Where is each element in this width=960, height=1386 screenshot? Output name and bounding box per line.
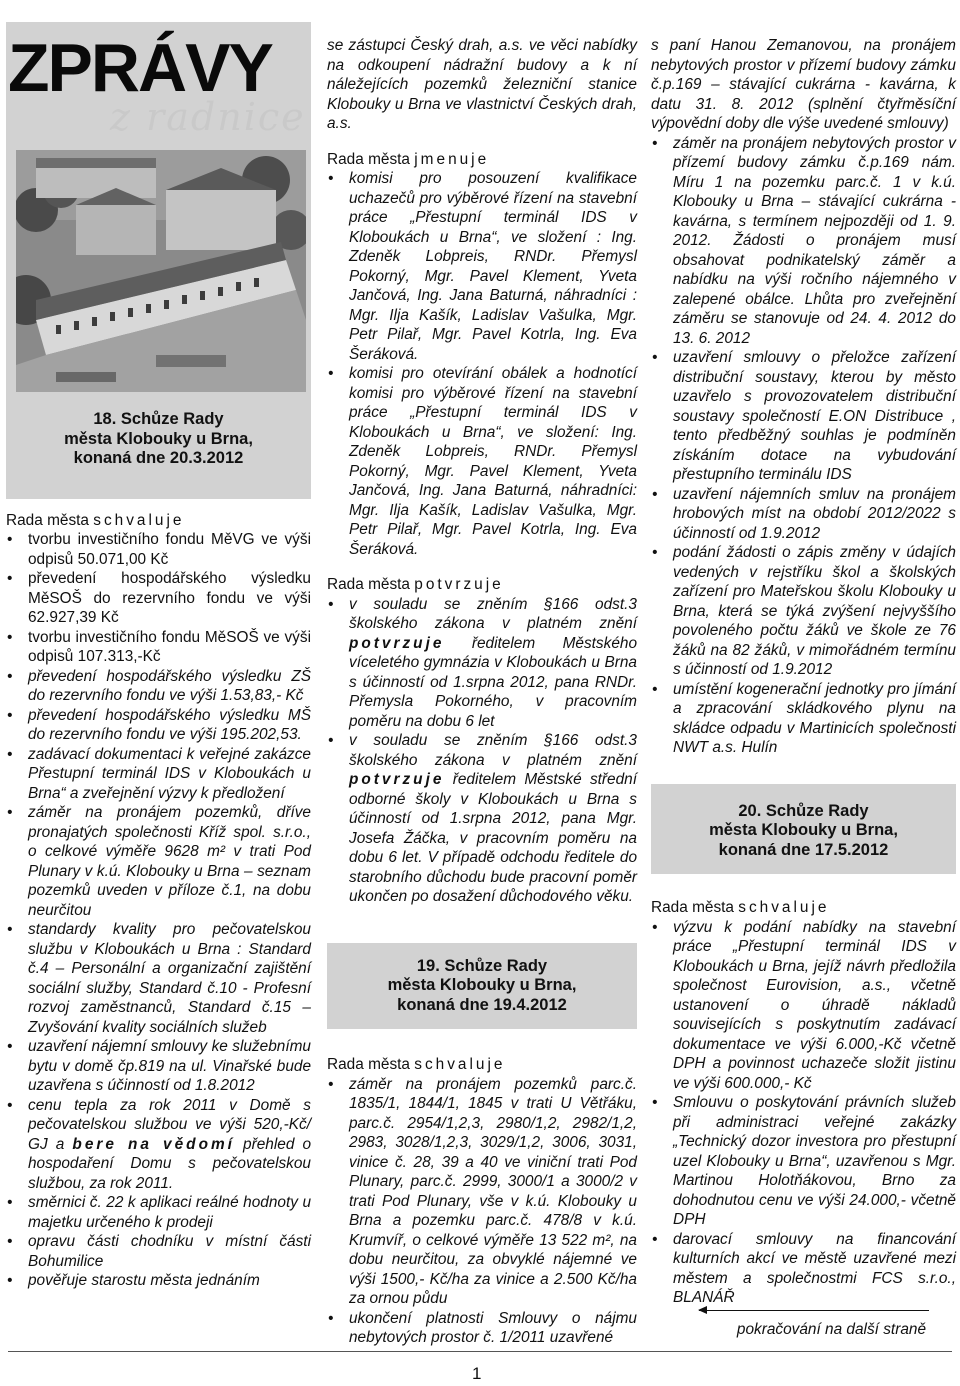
footer-rule <box>8 1351 952 1352</box>
section-keyword: schvaluje <box>738 899 830 916</box>
section-schvaluje-18 <box>6 511 311 1291</box>
list-item-text: ředitelem Městské střední odborné školy v Kloboukách u Brna s účinností od 1.srpna 2012, pana Mgr. Josefa Žáčka, v pracovním poměru na dobu 6 let. V případě odchodu ředitele do starobního důchodu bude pracovní poměr ukončen po dosažení důchodového věku. <box>349 771 637 905</box>
section-keyword: potvrzuje <box>414 576 504 593</box>
resolution-list <box>327 1075 637 1348</box>
inline-keyword: potvrzuje <box>349 771 445 788</box>
section-schvaluje-20 <box>651 898 956 1308</box>
list-item-text: ředitelem Městského víceletého gymnázia v Kloboukách u Brna s účinností od 1.srpna 2012, pana RNDr. Přemysla Pokorného, v pracovním poměru na dobu 6 let <box>349 634 638 730</box>
list-item: • pověřuje starostu města jednáním <box>6 1271 311 1291</box>
list-item: • zadávací dokumentaci k veřejné zakázce Přestupní terminál IDS v Kloboukách u Brna“ a zveřejnění výzvy k předložení <box>6 745 311 804</box>
list-item: • ukončení platnosti Smlouvy o nájmu nebytových prostor č. 1/2011 uzavřené <box>327 1309 637 1348</box>
list-item: • umístění kogenerační jednotky pro jímání a zpracování skládkového plynu na skládce odpadu v Martinicích společnosti NWT a.s. Hulín <box>651 680 956 758</box>
list-item-text: v souladu se zněním §166 odst.3 školského zákona v platném znění <box>349 595 637 632</box>
list-item: • komisi pro posouzení kvalifikace uchazečů pro výběrové řízení na stavební práce „Přestupní terminál IDS v Kloboukách u Brna“, ve složení : Ing. Zdeněk Lobpreis, RNDr. Přemysl Pokorný, Mgr. Pavel Klement, Yveta Jančová, Ing. Jana Baturná, náhradníci : Mgr. Ilja Kašík, Ladislav Vašulka, Mgr. Petr Pilař, Mgr. Pavel Kotrla, Ing. Eva Šeráková. <box>327 169 637 364</box>
meeting-18-line1: 18. Schůze Rady <box>93 410 224 428</box>
column-2 <box>327 36 637 1348</box>
section-schvaluje-19 <box>327 1055 637 1348</box>
meeting-20-line2: města Klobouky u Brna, <box>709 821 898 839</box>
list-item: • uzavření nájemní smlouvy ke služebnímu bytu v domě čp.819 na ul. Vinařské bude uzavřena s účinností od 1.8.2012 <box>6 1037 311 1096</box>
page-number: 1 <box>472 1364 482 1383</box>
list-item: • převedení hospodářského výsledku MŠ do rezervního fondu ve výši 195.202,53. <box>6 706 311 745</box>
masthead <box>6 22 311 406</box>
meeting-19-heading <box>327 943 637 1030</box>
meeting-20-line1: 20. Schůze Rady <box>738 801 869 820</box>
meeting-18-line3: konaná dne 20.3.2012 <box>73 449 244 467</box>
resolution-list <box>327 169 637 559</box>
section-prefix: Rada města <box>327 150 410 168</box>
section-prefix: Rada města <box>327 1056 410 1073</box>
section-title <box>327 150 637 170</box>
section-keyword: schvaluje <box>414 1056 506 1073</box>
section-prefix: Rada města <box>327 576 410 593</box>
intro-text: se zástupci Český drah, a.s. ve věci nabídky na odkoupení nádražní budovy a k ní náležejících pozemků železniční stanice Klobouky u Brna ve vlastnictví Českých drah, a.s. <box>327 37 637 132</box>
list-item: • opravu části chodníku v místní části Bohumilice <box>6 1232 311 1271</box>
arrow-left-icon <box>699 1310 929 1311</box>
list-item-text: v souladu se zněním §166 odst.3 školského zákona v platném znění <box>349 732 637 769</box>
list-item <box>327 731 637 907</box>
list-item: • záměr na pronájem pozemků, dříve pronajatých společnosti Kříž spol. s.r.o., o celkové výměře 9628 m² v trati Pod Plunary v k.ú. Klobouky u Brna – seznam pozemků uveden v příloze č.1, na dobu neurčitou <box>6 803 311 920</box>
section-keyword: schvaluje <box>93 511 185 529</box>
list-item: • uzavření nájemních smluv na pronájem hrobových míst na období 2012/2022 s účinností od 1.9.2012 <box>651 485 956 544</box>
list-item-text: cenu tepla za rok 2011 v Domě s pečovatelskou službou ve výši 520,-Kč/ GJ <box>28 1096 311 1153</box>
section-title <box>327 1055 637 1075</box>
meeting-18-line2: města Klobouky u Brna, <box>64 429 253 448</box>
bere-keyword: bere na vědomí <box>72 1135 235 1153</box>
meeting-19-line3: konaná dne 19.4.2012 <box>397 995 567 1014</box>
list-item <box>6 1096 311 1194</box>
meeting-20-heading <box>651 784 956 875</box>
column-1 <box>6 22 311 1291</box>
list-item <box>327 595 637 732</box>
list-item: • podání žádosti o zápis změny v údajích vedených v rejstříku škol a školských zařízení pro Mateřskou školu Klobouky u Brna, která se týká zvýšení nejvyššího povoleného počtu žáků ve škole ze 76 žáků na 82 žáků, v mimořádném termínu s účinností od 1.9.2012 <box>651 543 956 680</box>
section-potvrzuje <box>327 575 637 907</box>
list-item: • komisi pro otevírání obálek a hodnotící komisi pro výběrové řízení na stavební práce „Přestupní terminál IDS v Kloboukách u Brna“, ve složení: Ing. Zdeněk Lobpreis, RNDr. Přemysl Pokorný, Mgr. Pavel Klement, Yveta Jančová, Ing. Jana Baturná, náhradníci: Mgr. Ilja Kašík, Ladislav Vašulka, Mgr. Petr Pilař, Mgr. Pavel Kotrla, Ing. Eva Šeráková. <box>327 364 637 559</box>
list-item: • záměr na pronájem pozemků parc.č. 1835/1, 1844/1, 1845 v trati U Větřáku, parc.č. 2954/1,2,3, 2980/1,2, 2982/1,2, 2983, 3028/1,2,3, 3029/1,2, 3006, 3031, vinice č. 28, 39 a 40 ve viniční trati Pod Plunary, parc.č. 2999, 3000/1 a 3000/2 v trati Pod Plunary, vše v k.ú. Klobouky u Brna a pozemku parc.č. 478/8 v k.ú. Krumvíř, o celkové výměře 13 522 m², na dobu neurčitou, za obvyklé nájemné ve výši 1500,- Kč/ha za vinice a 2.500 Kč/ha za ornou půdu <box>327 1075 637 1309</box>
list-item: • záměr na pronájem nebytových prostor v přízemí budovy zámku č.p.169 nám. Míru 1 na pozemku parc.č. 1 v k.ú. Klobouky u Brna – stávající cukrárna - kavárna, s termínem nejpozději od 1. 9. 2012. Žádosti o pronájem musí obsahovat podnikatelský záměr a nabídku na výši ročního nájemného v zalepené obálce. Lhůta pro zveřejnění záměru se stanovuje od 24. 4. 2012 do 13. 6. 2012 <box>651 134 956 349</box>
resolution-list <box>651 918 956 1308</box>
list-item: • Smlouvu o poskytování právních služeb při administraci veřejné zakázky „Technický dozor investora pro přestupní uzel Klobouky u Brna“, uzavřenou s Mgr. Martinou Holotňákovou, Brno za dohodnutou cenu ve výši 24.000,- včetně DPH <box>651 1093 956 1230</box>
masthead-title: ZPRÁVY <box>8 30 272 106</box>
intro-text: s paní Hanou Zemanovou, na pronájem nebytových prostor v přízemí budovy zámku č.p.169 – stávající cukrárna - kavárna, k datu 31. 8. 2012 (splnění čtyřměsíční výpovědní doby dle výše uvedené smlouvy) <box>651 37 956 132</box>
list-item: • tvorbu investičního fondu MěSOŠ ve výši odpisů 107.313,-Kč <box>6 628 311 667</box>
section-prefix: Rada města <box>651 899 734 916</box>
continued-text: pokračování na další straně <box>736 1320 926 1338</box>
list-item: • převedení hospodářského výsledku ZŠ do rezervního fondu ve výši 1.53,83,- Kč <box>6 667 311 706</box>
meeting-20-line3: konaná dne 17.5.2012 <box>718 840 889 859</box>
inline-keyword: potvrzuje <box>349 634 445 652</box>
section-title <box>6 511 311 531</box>
list-item: • převedení hospodářského výsledku MěSOŠ do rezervního fondu ve výši 62.927,39 Kč <box>6 569 311 628</box>
section-jmenuje <box>327 150 637 560</box>
section-title <box>651 898 956 918</box>
masthead-subtitle: z radnice <box>110 95 306 139</box>
list-item: • uzavření smlouvy o přeložce zařízení distribuční soustavy, kterou by město uzavřelo s provozovatelem distribuční soustavy společností E.ON Distribuce , tento předběžný souhlas je podmíněn získáním dotace na vybudování přestupního terminálu IDS <box>651 348 956 485</box>
list-item: • výzvu k podání nabídky na stavební práce „Přestupní terminál IDS v Kloboukách u Brna, jejíž návrh předložila společnost Eurovision, a.s., včetně ustanovení o úhradě nákladů souvisejících s poskytnutím zadávací dokumentace ve výši 6.000,-Kč včetně DPH a povinnost uchazeče složit jistinu ve výši 600.000,- Kč <box>651 918 956 1094</box>
bere-prefix: a <box>55 1135 65 1153</box>
continued-note <box>651 1314 956 1338</box>
bere-text: přehled o hospodaření Domu s pečovatelskou službou, za rok 2011. <box>28 1135 312 1192</box>
town-photo <box>16 150 306 392</box>
meeting-19-line1: 19. Schůze Rady <box>416 956 548 975</box>
resolution-list <box>327 595 637 907</box>
resolution-list <box>6 530 311 1291</box>
list-item: • standardy kvality pro pečovatelskou službu v Kloboukách u Brna : Standard č.4 – Personální a organizační zajištění sociální služby, Standard č.10 - Profesní rozvoj zaměstnanců, Standard č.15 – Zvyšování kvality sociálních služeb <box>6 920 311 1037</box>
resolution-list <box>651 134 956 758</box>
section-keyword: jmenuje <box>414 150 490 168</box>
list-item: • darovací smlouvy na financování kulturních akcí ve městě uzavřené mezi městem a společnostmi FCS s.r.o., BLANÁŘ <box>651 1230 956 1308</box>
list-item: • směrnici č. 22 k aplikaci reálné hodnoty u majetku určeného k prodeji <box>6 1193 311 1232</box>
list-item: • tvorbu investičního fondu MěVG ve výši odpisů 50.071,00 Kč <box>6 530 311 569</box>
meeting-19-line2: města Klobouky u Brna, <box>387 976 577 994</box>
meeting-18-heading <box>6 406 311 499</box>
column-3 <box>651 36 956 1338</box>
section-title <box>327 575 637 595</box>
section-prefix: Rada města <box>6 511 89 529</box>
